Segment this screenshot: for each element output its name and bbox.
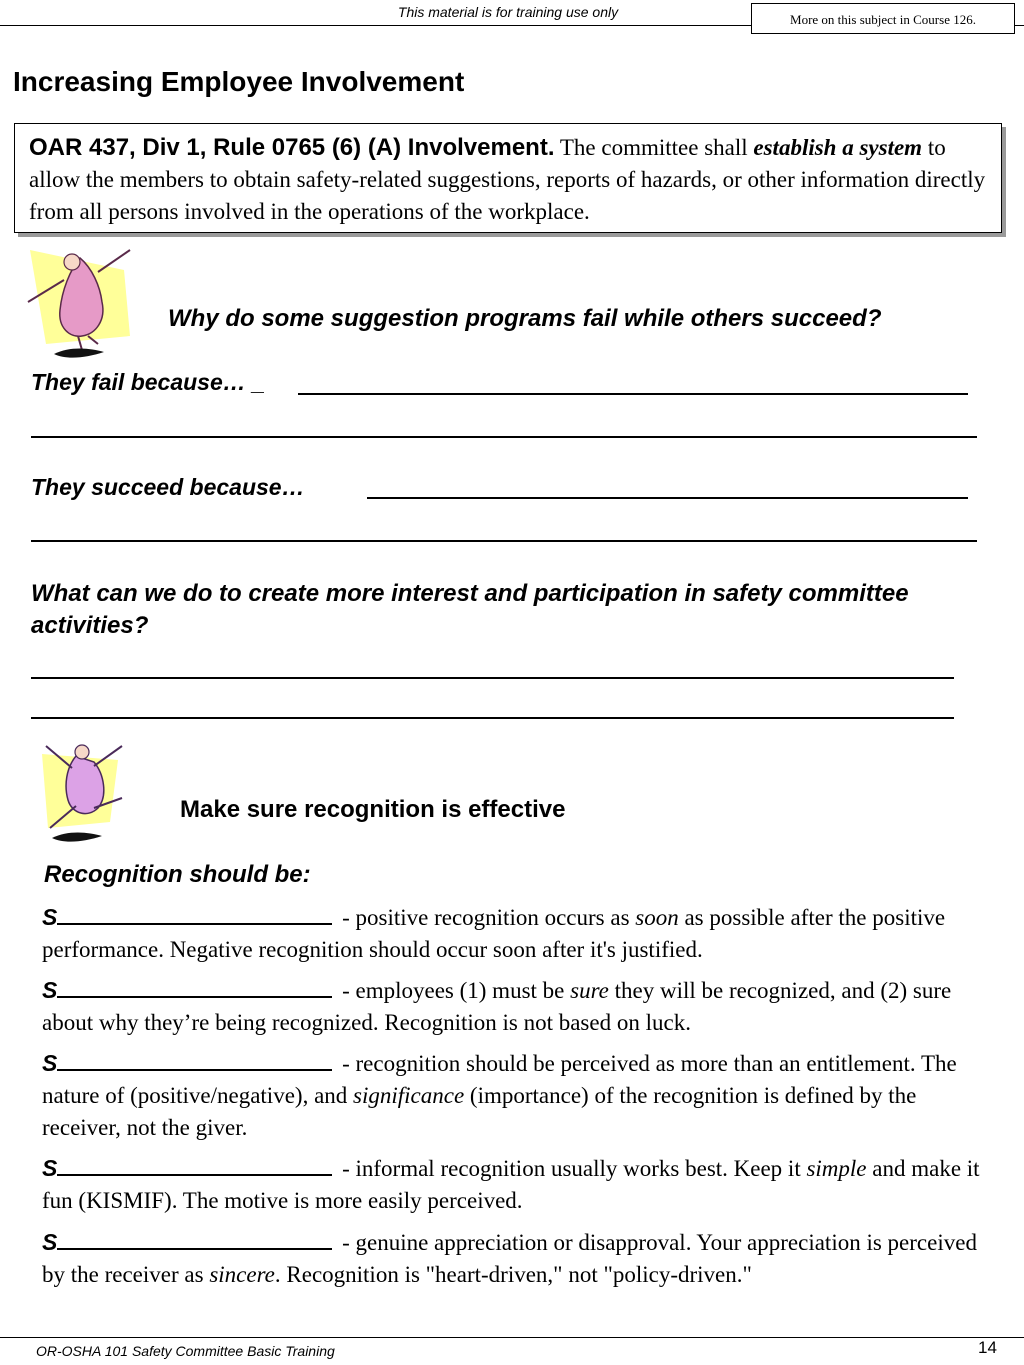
succeed-answer-line[interactable] (367, 497, 968, 499)
fill-in-blank[interactable] (57, 976, 332, 998)
item-text: as possible after the positive performance. Negative recognition should occur soon after it's justified. (42, 905, 946, 962)
training-notice: This material is for training use only (397, 4, 619, 20)
footer-rule (0, 1337, 1024, 1338)
question-suggestion-programs: Why do some suggestion programs fail while others succeed? (168, 305, 882, 332)
succeed-answer-line-2[interactable] (31, 540, 977, 542)
fill-in-blank[interactable] (57, 1228, 332, 1250)
item-text: - genuine appreciation or disapproval. Your appreciation is perceived by the receiver as (42, 1230, 977, 1287)
s-letter: S (42, 1229, 58, 1255)
footer-course-name: OR-OSHA 101 Safety Committee Basic Training (36, 1343, 335, 1359)
course-reference-box: More on this subject in Course 126. (751, 3, 1015, 34)
recognition-item-5 (42, 1226, 992, 1291)
page-title: Increasing Employee Involvement (13, 66, 465, 97)
item-text: (importance) of the recognition is defined by the receiver, not the giver. (42, 1083, 917, 1140)
rule-emphasis: establish a system (753, 135, 923, 160)
item-text: - informal recognition usually works best. Keep it (342, 1156, 801, 1181)
item-emphasis: sure (570, 978, 609, 1003)
fail-answer-line[interactable] (298, 393, 968, 395)
item-text: . Recognition is "heart-driven," not "policy-driven." (274, 1262, 752, 1287)
recognition-item-1 (42, 901, 992, 966)
item-text: - recognition should be perceived as more than an entitlement. The nature of (positive/negative), and (42, 1051, 957, 1108)
page-number: 14 (978, 1338, 997, 1357)
item-emphasis: significance (353, 1083, 465, 1108)
dancing-figure-clipart-icon (20, 240, 138, 362)
rule-callout-box (14, 123, 1002, 233)
fill-in-blank[interactable] (57, 903, 332, 925)
item-emphasis: soon (635, 905, 679, 930)
item-text: they will be recognized, and (2) sure about why they’re being recognized. Recognition is not based on luck. (42, 978, 952, 1035)
recognition-item-2 (42, 974, 992, 1039)
succeed-label: They succeed because… (31, 474, 305, 500)
recognition-heading: Make sure recognition is effective (180, 796, 566, 823)
recognition-subheading: Recognition should be: (44, 861, 311, 888)
recognition-item-3 (42, 1047, 992, 1144)
participation-answer-line-2[interactable] (31, 717, 954, 719)
s-letter: S (42, 904, 58, 930)
s-letter: S (42, 977, 58, 1003)
fail-label: They fail because… _ (31, 369, 265, 395)
rule-text-start: The committee shall (559, 135, 748, 160)
recognition-item-4 (42, 1152, 992, 1217)
fill-in-blank[interactable] (57, 1049, 332, 1071)
fill-in-blank[interactable] (57, 1154, 332, 1176)
item-text: - employees (1) must be (342, 978, 565, 1003)
s-letter: S (42, 1155, 58, 1181)
item-emphasis: simple (806, 1156, 867, 1181)
item-text: - positive recognition occurs as (342, 905, 630, 930)
item-emphasis: sincere (209, 1262, 275, 1287)
leaping-figure-clipart-icon (36, 738, 128, 844)
participation-answer-line-1[interactable] (31, 677, 954, 679)
s-letter: S (42, 1050, 58, 1076)
question-participation: What can we do to create more interest and participation in safety committee activities? (31, 580, 909, 639)
item-text: and make it fun (KISMIF). The motive is more easily perceived. (42, 1156, 980, 1213)
rule-citation: OAR 437, Div 1, Rule 0765 (6) (A) Involvement. (29, 134, 555, 161)
fail-answer-line-2[interactable] (31, 436, 977, 438)
rule-text-end: to allow the members to obtain safety-related suggestions, reports of hazards, or other information directly from all persons involved in the operations of the workplace. (29, 135, 986, 224)
